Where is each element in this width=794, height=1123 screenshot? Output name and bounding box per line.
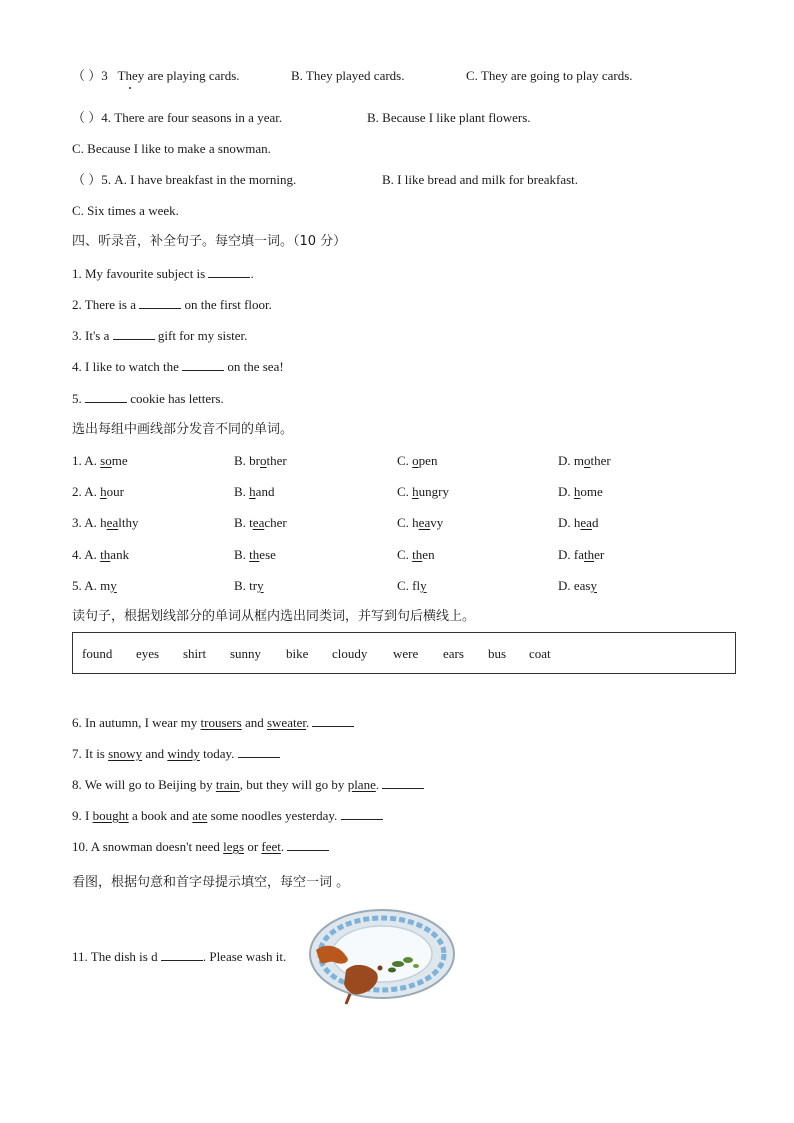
phonics-option: C. hungry — [397, 484, 450, 499]
underlined-letters: o — [584, 453, 591, 468]
answer-blank[interactable] — [238, 745, 280, 758]
picture-item-11: 11. The dish is d . Please wash it. — [72, 949, 287, 964]
fill-item-5: 5. cookie has letters. — [72, 391, 224, 406]
underlined-letters: ea — [580, 515, 592, 530]
word-option: were — [393, 646, 419, 661]
underlined-letters: ea — [106, 515, 119, 530]
question-4 — [72, 109, 282, 127]
answer-blank[interactable] — [113, 327, 155, 340]
phonics-option: 5. A. my — [72, 578, 117, 593]
phonics-option: 1. A. some — [72, 453, 128, 468]
classify-item-6: 6. In autumn, I wear my trousers and sweater. — [72, 714, 354, 732]
underlined-letters: o — [412, 453, 419, 468]
dot-mark — [129, 87, 131, 89]
option-b: B. I like bread and milk for breakfast. — [382, 172, 579, 187]
phonics-option: C. open — [397, 453, 438, 468]
option-c: C. They are going to play cards. — [466, 68, 633, 83]
phonics-option: 3. A. healthy — [72, 515, 139, 530]
underlined-letters: h — [412, 484, 419, 499]
underlined-letters: y — [257, 578, 264, 593]
underlined-letters: ea — [418, 515, 431, 530]
answer-paren: （ ）5. — [72, 172, 112, 187]
underlined-letters: ea — [252, 515, 265, 530]
answer-blank[interactable] — [312, 714, 354, 727]
section-heading: 读句子，根据划线部分的单词从框内选出同类词，并写到句后横线上。 — [72, 609, 476, 624]
answer-blank[interactable] — [341, 807, 383, 820]
answer-blank[interactable] — [182, 358, 224, 371]
answer-paren: （ ）3 — [72, 68, 108, 83]
phonics-option: B. try — [234, 578, 264, 593]
word-option: bike — [286, 646, 309, 661]
answer-blank[interactable] — [287, 838, 329, 851]
section-heading: 看图，根据句意和首字母提示填空，每空一词 。 — [72, 875, 350, 890]
word-option: found — [82, 646, 113, 661]
option-c: C. Six times a week. — [72, 203, 179, 218]
option-c: C. Because I like to make a snowman. — [72, 141, 271, 156]
underlined-letters: h — [249, 484, 256, 499]
underlined-letters: h — [100, 484, 107, 499]
question-3 — [72, 67, 240, 85]
classify-item-8: 8. We will go to Beijing by train, but they will go by plane. — [72, 776, 424, 794]
word-option: shirt — [183, 646, 207, 661]
phonics-option: B. brother — [234, 453, 287, 468]
underlined-letters: y — [590, 578, 597, 593]
answer-blank[interactable] — [382, 776, 424, 789]
answer-blank[interactable] — [161, 948, 203, 961]
classify-item-10: 10. A snowman doesn't need legs or feet. — [72, 838, 329, 856]
phonics-option: C. heavy — [397, 515, 444, 530]
phonics-option: B. teacher — [234, 515, 287, 530]
word-option: coat — [529, 646, 551, 661]
phonics-option: D. head — [558, 515, 599, 530]
option-a: They are playing cards. — [117, 68, 240, 83]
answer-paren: （ ）4. — [72, 110, 112, 125]
question-5 — [72, 171, 296, 189]
option-a: A. I have breakfast in the morning. — [114, 172, 297, 187]
section-heading: 四、听录音，补全句子。每空填一词。（10 分） — [72, 234, 347, 249]
answer-blank[interactable] — [85, 390, 127, 403]
classify-item-7: 7. It is snowy and windy today. — [72, 745, 280, 763]
word-option: ears — [443, 646, 464, 661]
option-b: B. Because I like plant flowers. — [367, 110, 531, 125]
underlined-letters: h — [573, 484, 581, 499]
phonics-option: D. mother — [558, 453, 611, 468]
section-heading: 选出每组中画线部分发音不同的单词。 — [72, 422, 294, 437]
phonics-option: C. then — [397, 547, 435, 562]
dirty-dish-image — [306, 906, 458, 1008]
word-option: cloudy — [332, 646, 368, 661]
underlined-letters: th — [412, 547, 423, 562]
phonics-option: 4. A. thank — [72, 547, 130, 562]
phonics-option: B. these — [234, 547, 276, 562]
fill-item-4: 4. I like to watch the on the sea! — [72, 359, 284, 374]
underlined-letters: y — [110, 578, 117, 593]
phonics-option: 2. A. hour — [72, 484, 125, 499]
phonics-option: D. easy — [558, 578, 597, 593]
answer-blank[interactable] — [139, 296, 181, 309]
option-a: There are four seasons in a year. — [114, 110, 283, 125]
phonics-option: B. hand — [234, 484, 275, 499]
word-option: bus — [488, 646, 507, 661]
answer-blank[interactable] — [208, 265, 250, 278]
word-box — [72, 632, 736, 674]
underlined-letters: th — [584, 547, 595, 562]
classify-item-9: 9. I bought a book and ate some noodles yesterday. — [72, 807, 383, 825]
underlined-letters: y — [420, 578, 427, 593]
underlined-letters: th — [100, 547, 111, 562]
phonics-option: D. home — [558, 484, 603, 499]
word-option: sunny — [230, 646, 262, 661]
word-option: eyes — [136, 646, 160, 661]
fill-item-1: 1. My favourite subject is . — [72, 266, 254, 281]
phonics-option: D. father — [558, 547, 605, 562]
fill-item-3: 3. It's a gift for my sister. — [72, 328, 248, 343]
underlined-letters: o — [260, 453, 267, 468]
option-b: B. They played cards. — [291, 68, 405, 83]
phonics-option: C. fly — [397, 578, 427, 593]
underlined-letters: so — [100, 453, 112, 468]
underlined-letters: th — [249, 547, 260, 562]
fill-item-2: 2. There is a on the first floor. — [72, 297, 272, 312]
